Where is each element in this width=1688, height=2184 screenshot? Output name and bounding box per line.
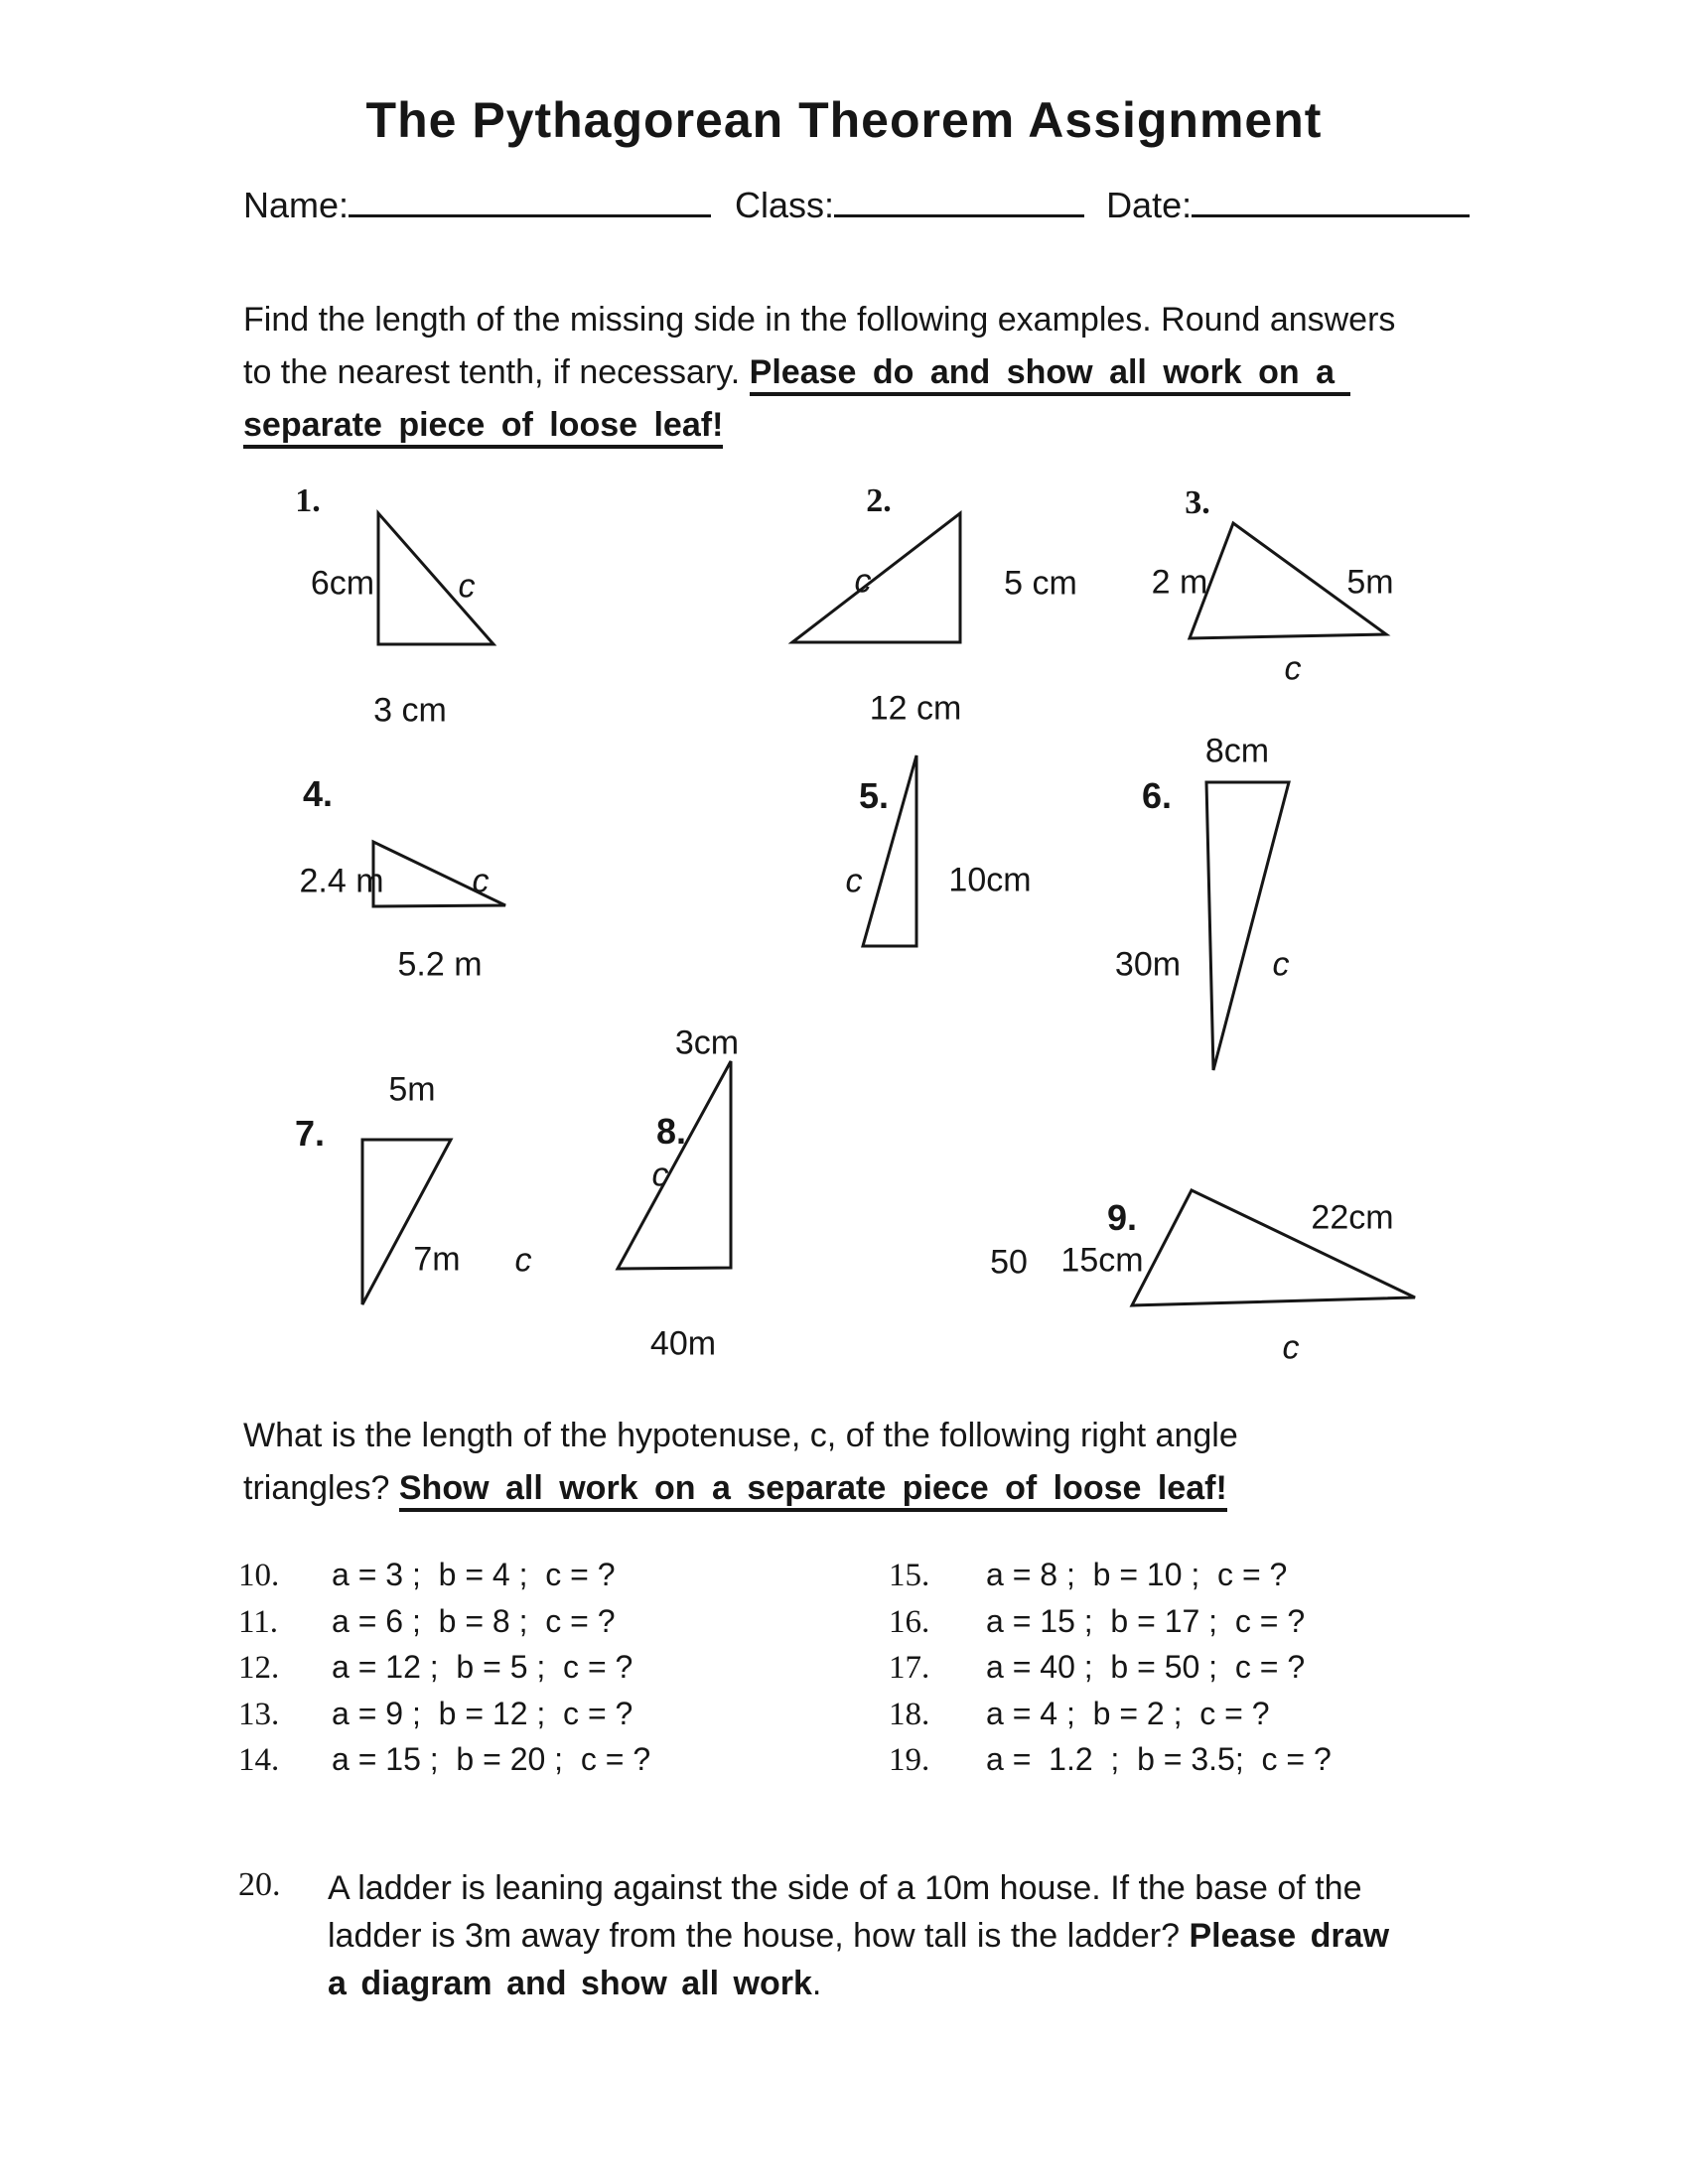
figure-9-left-label: 15cm bbox=[1060, 1241, 1144, 1280]
problem-row-14 bbox=[238, 1741, 650, 1788]
triangle-5-shape bbox=[856, 749, 924, 954]
figure-1-bottom-label: 3 cm bbox=[373, 691, 447, 730]
date-label: Date: bbox=[1106, 185, 1193, 225]
date-blank-line bbox=[1192, 175, 1470, 217]
question-line-2: triangles? Show all work on a separate piece of loose leaf! bbox=[243, 1462, 1484, 1515]
intro-paragraph bbox=[243, 294, 1484, 452]
figure-6-top-label: 8cm bbox=[1204, 732, 1270, 770]
figure-2-number: 2. bbox=[866, 482, 892, 519]
problem-number: 15. bbox=[889, 1558, 930, 1593]
figure-8-right-label: 50 bbox=[990, 1243, 1028, 1282]
problem-row-18 bbox=[889, 1696, 1332, 1742]
problem-equation: a = 1.2 ; b = 3.5; c = ? bbox=[986, 1741, 1332, 1777]
problem-20-bold-2: a diagram and show all work bbox=[328, 1965, 812, 2002]
class-blank-line bbox=[834, 175, 1084, 217]
problem-number: 16. bbox=[889, 1603, 930, 1640]
intro-line-3 bbox=[243, 399, 1484, 452]
problem-equation: a = 8 ; b = 10 ; c = ? bbox=[986, 1557, 1288, 1592]
problem-equation: a = 6 ; b = 8 ; c = ? bbox=[332, 1602, 616, 1639]
problem-equation: a = 9 ; b = 12 ; c = ? bbox=[332, 1695, 633, 1731]
triangle-7-shape bbox=[355, 1133, 459, 1312]
figure-7-top-label: 5m bbox=[388, 1070, 436, 1109]
problem-row-15 bbox=[889, 1557, 1332, 1603]
figure-8-hyp-label: c bbox=[651, 1156, 669, 1194]
triangle-8-shape bbox=[611, 1054, 739, 1277]
problem-equation: a = 15 ; b = 20 ; c = ? bbox=[332, 1741, 651, 1777]
problem-20-line-1: A ladder is leaning against the side of a 10m house. If the base of the bbox=[328, 1869, 1362, 1907]
problem-20-number: 20. bbox=[238, 1866, 281, 1903]
problem-row-10 bbox=[238, 1557, 650, 1603]
figure-4-left-label: 2.4 m bbox=[299, 862, 384, 900]
figure-2-right-label: 5 cm bbox=[1004, 564, 1077, 603]
problem-20-line-2: ladder is 3m away from the house, how tall is the ladder? Please draw bbox=[328, 1917, 1390, 1955]
hypotenuse-question bbox=[243, 1410, 1484, 1515]
triangle-4-shape bbox=[366, 835, 511, 913]
intro-emphasis-1: Please do and show all work on a bbox=[750, 353, 1350, 396]
figure-9-bottom-label: c bbox=[1282, 1328, 1300, 1367]
figure-4-hyp-label: c bbox=[472, 862, 490, 900]
figure-3-bottom-label: c bbox=[1284, 649, 1302, 688]
figure-1-number: 1. bbox=[295, 482, 321, 519]
figure-5-number: 5. bbox=[858, 775, 890, 816]
figure-3-number: 3. bbox=[1185, 484, 1210, 521]
figure-6-number: 6. bbox=[1141, 775, 1173, 816]
problem-equation: a = 4 ; b = 2 ; c = ? bbox=[986, 1695, 1270, 1731]
problem-number: 14. bbox=[238, 1742, 280, 1778]
page-title: The Pythagorean Theorem Assignment bbox=[365, 92, 1323, 148]
figure-1-hyp-label: c bbox=[458, 567, 476, 606]
triangle-1-shape bbox=[371, 506, 500, 653]
figure-4-number: 4. bbox=[302, 773, 334, 814]
problem-equation: a = 15 ; b = 17 ; c = ? bbox=[986, 1602, 1306, 1639]
triangle-2-shape bbox=[785, 506, 968, 650]
question-emphasis: Show all work on a separate piece of loose leaf! bbox=[399, 1469, 1227, 1512]
problem-equation: a = 3 ; b = 4 ; c = ? bbox=[332, 1557, 616, 1592]
problem-20-line-3: a diagram and show all work. bbox=[328, 1965, 822, 2002]
problem-number: 10. bbox=[238, 1558, 280, 1593]
problem-number: 17. bbox=[889, 1650, 930, 1686]
header-fields-row bbox=[243, 175, 1470, 226]
figure-4-bottom-label: 5.2 m bbox=[397, 945, 483, 984]
figure-8-top-label: 3cm bbox=[674, 1024, 740, 1062]
figure-3-right-label: 5m bbox=[1346, 563, 1394, 602]
problems-right-column bbox=[889, 1557, 1332, 1788]
problem-row-17 bbox=[889, 1649, 1332, 1696]
name-blank-line bbox=[349, 175, 711, 217]
name-label: Name: bbox=[243, 185, 350, 225]
intro-line-2: to the nearest tenth, if necessary. Please do and show all work on a bbox=[243, 346, 1484, 399]
problem-number: 19. bbox=[889, 1742, 930, 1778]
figure-7-right-label: c bbox=[514, 1241, 532, 1280]
figure-2-bottom-label: 12 cm bbox=[869, 689, 962, 728]
problem-row-12 bbox=[238, 1649, 650, 1696]
problem-20-bold-1: Please draw bbox=[1189, 1917, 1390, 1955]
class-label: Class: bbox=[735, 185, 835, 225]
problems-left-column bbox=[238, 1557, 650, 1788]
figure-6-left-label: 30m bbox=[1114, 945, 1182, 984]
problem-number: 11. bbox=[238, 1603, 279, 1640]
problem-row-11 bbox=[238, 1603, 650, 1650]
figure-5-hyp-label: c bbox=[845, 862, 863, 900]
figure-2-hyp-label: c bbox=[854, 562, 872, 601]
figure-7-hyp-label: 7m bbox=[413, 1240, 461, 1279]
problem-20-text bbox=[328, 1864, 1559, 2007]
figure-8-number: 8. bbox=[655, 1111, 687, 1152]
figure-5-right-label: 10cm bbox=[948, 861, 1032, 899]
figure-7-number: 7. bbox=[294, 1113, 326, 1154]
problem-row-19 bbox=[889, 1741, 1332, 1788]
figure-8-bottom-label: 40m bbox=[649, 1324, 717, 1363]
figure-3-left-label: 2 m bbox=[1151, 563, 1208, 602]
problem-row-13 bbox=[238, 1696, 650, 1742]
figure-1-left-label: 6cm bbox=[310, 564, 375, 603]
problem-equation: a = 40 ; b = 50 ; c = ? bbox=[986, 1649, 1306, 1685]
figure-9-right-label: 22cm bbox=[1311, 1198, 1394, 1237]
problem-equation: a = 12 ; b = 5 ; c = ? bbox=[332, 1649, 633, 1685]
intro-line-1: Find the length of the missing side in the following examples. Round answers bbox=[243, 301, 1396, 339]
problem-row-16 bbox=[889, 1603, 1332, 1650]
figure-6-hyp-label: c bbox=[1272, 945, 1290, 984]
figure-9-number: 9. bbox=[1106, 1197, 1138, 1238]
problem-number: 12. bbox=[238, 1650, 280, 1686]
question-line-1: What is the length of the hypotenuse, c, of the following right angle bbox=[243, 1417, 1238, 1454]
intro-emphasis-2: separate piece of loose leaf! bbox=[243, 406, 723, 449]
triangle-6-shape bbox=[1199, 775, 1297, 1078]
problem-number: 13. bbox=[238, 1696, 280, 1732]
problem-number: 18. bbox=[889, 1696, 930, 1732]
